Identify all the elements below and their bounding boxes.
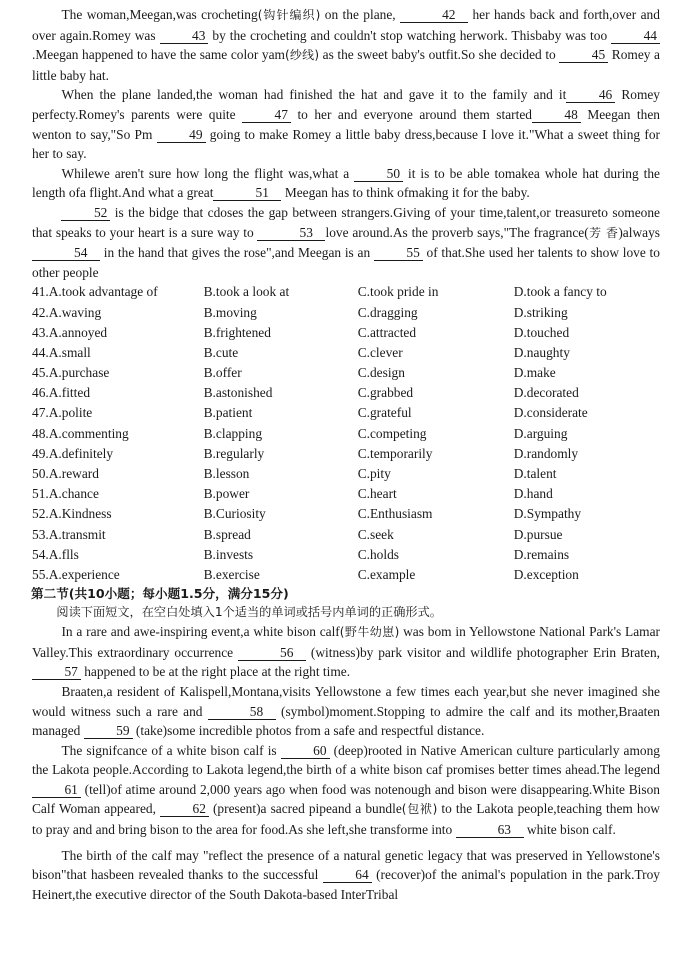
text: Whilewe aren't sure how long the flight was,what a bbox=[61, 165, 350, 181]
text: (take)some incredible photos from a safe and respectful distance. bbox=[135, 723, 485, 739]
paragraph bbox=[32, 622, 660, 682]
option-c[interactable]: C.holds bbox=[357, 546, 399, 562]
text: as the sweet baby's outfit.So she decided to bbox=[322, 47, 556, 63]
answer-blank-57[interactable]: 57 bbox=[32, 664, 81, 680]
answer-blank-60[interactable]: 60 bbox=[281, 743, 330, 759]
paragraph bbox=[32, 203, 660, 282]
answer-blank-53[interactable]: 53 bbox=[257, 225, 325, 241]
option-d[interactable]: D.exception bbox=[513, 566, 579, 582]
paragraph bbox=[32, 85, 660, 163]
option-c[interactable]: C.seek bbox=[357, 526, 394, 542]
option-c[interactable]: C.grateful bbox=[357, 405, 412, 421]
option-b[interactable]: B.cute bbox=[203, 344, 239, 360]
option-d[interactable]: D.took a fancy to bbox=[513, 284, 607, 300]
option-a[interactable]: 49.A.definitely bbox=[32, 445, 114, 461]
option-a[interactable]: 55.A.experience bbox=[32, 566, 120, 582]
passage-1 bbox=[32, 5, 660, 282]
option-b[interactable]: B.patient bbox=[203, 405, 253, 421]
option-row bbox=[32, 363, 660, 383]
option-d[interactable]: D.randomly bbox=[513, 445, 579, 461]
option-row bbox=[32, 403, 660, 423]
chinese-gloss: (包袱) bbox=[401, 802, 438, 817]
text: )always bbox=[618, 224, 660, 240]
text: When the plane landed,the woman had finished the hat and gave it to the family and it bbox=[61, 87, 567, 103]
option-b[interactable]: B.moving bbox=[203, 304, 257, 320]
option-d[interactable]: D.arguing bbox=[513, 425, 568, 441]
text: (present)a sacred pipeand a bundle bbox=[212, 801, 402, 817]
option-c[interactable]: C.Enthusiasm bbox=[357, 506, 433, 522]
option-d[interactable]: D.Sympathy bbox=[513, 506, 582, 522]
option-c[interactable]: C.attracted bbox=[357, 324, 417, 340]
text: of that.She used her talents to show love to other people bbox=[32, 245, 660, 280]
answer-blank-42[interactable]: 42 bbox=[400, 7, 468, 23]
text: was bom in Yellowstone National Park's Lamar Valley.This extraordinary occurrence bbox=[32, 624, 660, 660]
text: happened to be at the right place at the right time. bbox=[84, 664, 351, 680]
option-c[interactable]: C.grabbed bbox=[357, 385, 414, 401]
option-c[interactable]: C.pity bbox=[357, 466, 391, 481]
option-b[interactable]: B.lesson bbox=[203, 466, 250, 481]
paragraph bbox=[32, 846, 660, 905]
answer-blank-44[interactable]: 44 bbox=[611, 28, 660, 44]
text: by the crocheting and couldn't stop watching herwork. Thisbaby was too bbox=[212, 27, 608, 43]
chinese-gloss: (钩针编织) bbox=[257, 8, 321, 22]
text: in the hand that gives the rose",and Meegan is an bbox=[103, 245, 371, 261]
option-row bbox=[32, 323, 660, 343]
option-row bbox=[32, 383, 660, 403]
text: her hands back and forth,over and over again.Romey was bbox=[32, 7, 660, 43]
paragraph bbox=[32, 5, 660, 85]
answer-blank-64[interactable]: 64 bbox=[323, 867, 372, 883]
answer-blank-46[interactable]: 46 bbox=[566, 87, 615, 103]
option-a[interactable]: 51.A.chance bbox=[32, 486, 99, 502]
paragraph bbox=[32, 682, 660, 741]
option-d[interactable]: D.pursue bbox=[513, 526, 563, 542]
text: (symbol)moment.Stopping to admire the calf and its mother,Braaten managed bbox=[32, 703, 660, 739]
option-c[interactable]: C.clever bbox=[357, 344, 403, 360]
text: love around.As the proverb says,"The fragrance( bbox=[325, 224, 589, 240]
text: Romey perfecty.Romey's parents were quite bbox=[32, 87, 660, 122]
answer-blank-54[interactable]: 54 bbox=[32, 245, 100, 261]
text: on the plane, bbox=[324, 7, 396, 22]
option-d[interactable]: D.make bbox=[513, 365, 556, 381]
option-b[interactable]: B.offer bbox=[203, 365, 242, 381]
chinese-gloss: (纱线) bbox=[284, 48, 320, 63]
option-a[interactable]: 41.A.took advantage of bbox=[32, 284, 158, 300]
option-b[interactable]: B.clapping bbox=[203, 425, 263, 441]
option-b[interactable]: B.took a look at bbox=[203, 284, 290, 300]
answer-blank-45[interactable]: 45 bbox=[559, 47, 608, 63]
option-b[interactable]: B.exercise bbox=[203, 566, 260, 582]
option-row bbox=[32, 565, 660, 585]
text: In a rare and awe-inspiring event,a white bison calf bbox=[61, 624, 340, 640]
option-c[interactable]: C.design bbox=[357, 365, 405, 381]
option-b[interactable]: B.frightened bbox=[203, 324, 271, 340]
option-c[interactable]: C.temporarily bbox=[357, 445, 433, 461]
option-row bbox=[32, 303, 660, 323]
answer-blank-61[interactable]: 61 bbox=[32, 782, 81, 798]
option-d[interactable]: D.decorated bbox=[513, 385, 579, 401]
option-b[interactable]: B.power bbox=[203, 486, 250, 502]
option-d[interactable]: D.talent bbox=[513, 466, 557, 481]
option-row bbox=[32, 343, 660, 363]
option-row bbox=[32, 464, 660, 484]
option-row bbox=[32, 444, 660, 464]
option-a[interactable]: 46.A.fitted bbox=[32, 385, 91, 401]
answer-blank-43[interactable]: 43 bbox=[160, 28, 209, 44]
text: (deep)rooted in Native American culture particularly among the Lakota people.According to Lakota legend,the birth of a white bison caf promises better times ahead.The legend bbox=[32, 742, 660, 778]
option-a[interactable]: 50.A.reward bbox=[32, 466, 99, 481]
answer-blank-52[interactable]: 52 bbox=[61, 205, 110, 221]
option-d[interactable]: D.hand bbox=[513, 486, 553, 502]
text: Romey a little baby hat. bbox=[32, 47, 660, 83]
text: Meegan has to think ofmaking it for the baby. bbox=[284, 185, 530, 201]
option-d[interactable]: D.naughty bbox=[513, 344, 570, 360]
option-a[interactable]: 45.A.purchase bbox=[32, 365, 110, 381]
option-b[interactable]: B.Curiosity bbox=[203, 506, 266, 522]
text: The woman,Meegan,was crocheting bbox=[61, 7, 258, 22]
text: The signifcance of a white bison calf is bbox=[61, 742, 277, 758]
text: Braaten,a resident of Kalispell,Montana,visits Yellowstone a few times each year,but she never imagined she would witness such a rare and bbox=[32, 683, 660, 719]
text: (recover)of the animal's population in the park.Troy Heinert,the executive director of the South Dakota-based InterTribal bbox=[32, 867, 660, 902]
text: going to make Romey a little baby dress,because I love it."What a sweet thing for her to say. bbox=[32, 126, 660, 162]
answer-blank-49[interactable]: 49 bbox=[157, 127, 206, 143]
text: to the Lakota people,teaching them how to pray and and bring bison to the area for food.As she left,she transforme into bbox=[32, 801, 660, 838]
option-a[interactable]: 43.A.annoyed bbox=[32, 324, 108, 340]
answer-blank-47[interactable]: 47 bbox=[242, 107, 291, 123]
chinese-gloss: (野牛幼崽) bbox=[339, 625, 400, 640]
option-d[interactable]: D.striking bbox=[513, 304, 568, 320]
option-row bbox=[32, 504, 660, 524]
answer-blank-59[interactable]: 59 bbox=[84, 723, 133, 739]
answer-blank-48[interactable]: 48 bbox=[532, 107, 581, 123]
paragraph bbox=[32, 164, 660, 203]
answer-blank-50[interactable]: 50 bbox=[354, 166, 403, 182]
option-b[interactable]: B.invests bbox=[203, 546, 254, 562]
answer-blank-62[interactable]: 62 bbox=[160, 801, 209, 817]
option-c[interactable]: C.took pride in bbox=[357, 284, 439, 300]
text: is the bidge that cdoses the gap between strangers.Giving of your time,talent,or treasureto someone that speaks to your heart is a sure way to bbox=[32, 204, 660, 240]
text: The birth of the calf may "reflect the presence of a natural genetic legacy that was preserved in Yellowstone's bison"that hasbeen revealed thanks to the successful bbox=[32, 847, 660, 883]
option-d[interactable]: D.considerate bbox=[513, 405, 588, 421]
option-row bbox=[32, 282, 660, 302]
chinese-gloss: 芳 香 bbox=[588, 225, 619, 240]
option-b[interactable]: B.regularly bbox=[203, 445, 265, 461]
option-c[interactable]: C.dragging bbox=[357, 304, 418, 320]
option-c[interactable]: C.heart bbox=[357, 486, 397, 502]
option-c[interactable]: C.example bbox=[357, 566, 416, 582]
option-b[interactable]: B.spread bbox=[203, 526, 251, 542]
option-row bbox=[32, 424, 660, 444]
option-row bbox=[32, 545, 660, 565]
option-a[interactable]: 53.A.transmit bbox=[32, 526, 106, 542]
text: .Meegan happened to have the same color yam bbox=[32, 47, 285, 63]
option-a[interactable]: 54.A.flls bbox=[32, 546, 79, 562]
answer-blank-58[interactable]: 58 bbox=[208, 704, 276, 720]
option-a[interactable]: 42.A.waving bbox=[32, 304, 102, 320]
option-d[interactable]: D.remains bbox=[513, 546, 570, 562]
option-d[interactable]: D.touched bbox=[513, 324, 570, 340]
option-a[interactable]: 48.A.commenting bbox=[32, 425, 129, 441]
option-row bbox=[32, 525, 660, 545]
answer-blank-56[interactable]: 56 bbox=[238, 645, 306, 661]
section-instruction: 阅读下面短文，在空白处填入1个适当的单词或括号内单词的正确形式。 bbox=[56, 605, 442, 620]
answer-blank-51[interactable]: 51 bbox=[213, 185, 281, 201]
option-a[interactable]: 52.A.Kindness bbox=[32, 506, 112, 522]
passage-2 bbox=[32, 622, 660, 904]
option-a[interactable]: 44.A.small bbox=[32, 344, 91, 360]
option-b[interactable]: B.astonished bbox=[203, 385, 273, 401]
paragraph bbox=[32, 741, 660, 840]
option-c[interactable]: C.competing bbox=[357, 425, 427, 441]
text: Meegan then wenton to say,"So Pm bbox=[32, 106, 660, 142]
text: it is to be able tomakea whole hat during the length ofa flight.And what a great bbox=[32, 165, 660, 201]
text: to her and everyone around them started bbox=[297, 106, 532, 122]
text: (tell)of atime around 2,000 years ago when food was notenough and bison were disappearing.White Bison Calf Woman appeared, bbox=[32, 781, 660, 817]
option-row bbox=[32, 484, 660, 504]
text: white bison calf. bbox=[526, 822, 616, 838]
text: (witness)by park visitor and wildlife photographer Erin Braten, bbox=[310, 644, 660, 660]
section-heading: 第二节(共10小题；每小题1.5分，满分15分) bbox=[31, 586, 289, 602]
option-a[interactable]: 47.A.polite bbox=[32, 405, 93, 421]
answer-blank-63[interactable]: 63 bbox=[456, 822, 524, 838]
answer-blank-55[interactable]: 55 bbox=[374, 245, 423, 261]
answer-options bbox=[32, 282, 660, 585]
